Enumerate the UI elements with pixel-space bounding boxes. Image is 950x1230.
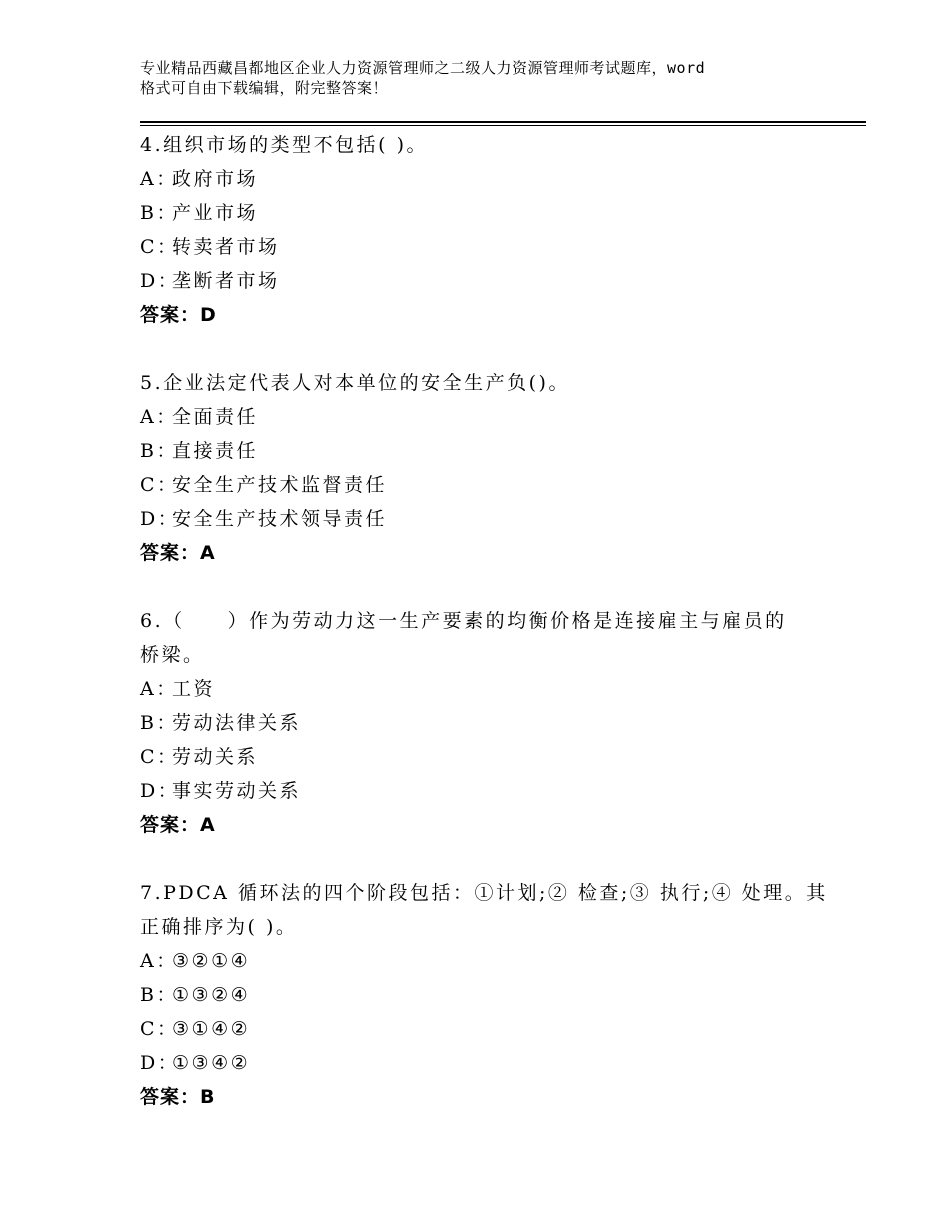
option-letter: D： (140, 508, 180, 530)
option-letter: D： (140, 270, 180, 292)
option-text: 全面责任 (172, 406, 259, 428)
option-letter: B： (140, 202, 178, 224)
option-text: 产业市场 (172, 202, 259, 224)
option-text: 垄断者市场 (172, 270, 280, 292)
option-letter: B： (140, 712, 178, 734)
option-letter: C： (140, 746, 179, 768)
header-line-2: 格式可自由下载编辑，附完整答案！ (140, 79, 389, 97)
option-text: 安全生产技术领导责任 (172, 508, 388, 530)
header-divider-thick (140, 121, 866, 123)
answer-key: 答案：A (140, 542, 216, 564)
answer-option (140, 774, 830, 808)
option-text: ③①④② (172, 1018, 251, 1040)
answer-option (140, 264, 830, 298)
answer-option (140, 706, 830, 740)
option-letter: B： (140, 984, 178, 1006)
answer-option (140, 434, 830, 468)
question-list (140, 128, 830, 1114)
answer-key: 答案：B (140, 1086, 216, 1108)
option-letter: C： (140, 1018, 179, 1040)
question-stem: 7.PDCA 循环法的四个阶段包括：①计划;② 检查;③ 执行;④ 处理。其 (140, 882, 828, 904)
question-stem: 4.组织市场的类型不包括( )。 (140, 134, 428, 156)
answer-option (140, 230, 830, 264)
question-stem: 正确排序为( )。 (140, 916, 298, 938)
answer-option (140, 162, 830, 196)
option-letter: A： (140, 950, 178, 972)
answer-option (140, 502, 830, 536)
option-text: ①③④② (172, 1052, 251, 1074)
option-text: 劳动关系 (172, 746, 259, 768)
answer-key: 答案：D (140, 304, 217, 326)
question-stem: 5.企业法定代表人对本单位的安全生产负()。 (140, 372, 570, 394)
answer-option (140, 978, 830, 1012)
question-spacer (140, 570, 830, 604)
option-letter: A： (140, 406, 178, 428)
option-text: ③②①④ (172, 950, 251, 972)
answer-option (140, 740, 830, 774)
option-text: 事实劳动关系 (172, 780, 302, 802)
option-letter: C： (140, 236, 179, 258)
question-item (140, 604, 830, 876)
document-header (140, 58, 840, 98)
header-line-1: 专业精品西藏昌都地区企业人力资源管理师之二级人力资源管理师考试题库，word (140, 59, 706, 77)
option-text: 转卖者市场 (172, 236, 280, 258)
answer-option (140, 468, 830, 502)
question-stem: 6.（ ）作为劳动力这一生产要素的均衡价格是连接雇主与雇员的 (140, 610, 787, 632)
answer-option (140, 1046, 830, 1080)
option-letter: D： (140, 780, 180, 802)
header-divider-thin (140, 125, 866, 126)
question-item (140, 876, 830, 1114)
option-text: 劳动法律关系 (172, 712, 302, 734)
option-letter: A： (140, 168, 178, 190)
answer-option (140, 672, 830, 706)
option-letter: A： (140, 678, 178, 700)
answer-option (140, 400, 830, 434)
option-text: 政府市场 (172, 168, 259, 190)
answer-option (140, 1012, 830, 1046)
option-text: 工资 (172, 678, 216, 700)
option-text: 直接责任 (172, 440, 259, 462)
option-text: ①③②④ (172, 984, 251, 1006)
question-spacer (140, 332, 830, 366)
option-letter: B： (140, 440, 178, 462)
question-stem: 桥梁。 (140, 644, 205, 666)
answer-key: 答案：A (140, 814, 216, 836)
answer-option (140, 944, 830, 978)
answer-option (140, 196, 830, 230)
option-text: 安全生产技术监督责任 (172, 474, 388, 496)
option-letter: C： (140, 474, 179, 496)
question-item (140, 128, 830, 366)
question-spacer (140, 842, 830, 876)
option-letter: D： (140, 1052, 180, 1074)
question-item (140, 366, 830, 604)
